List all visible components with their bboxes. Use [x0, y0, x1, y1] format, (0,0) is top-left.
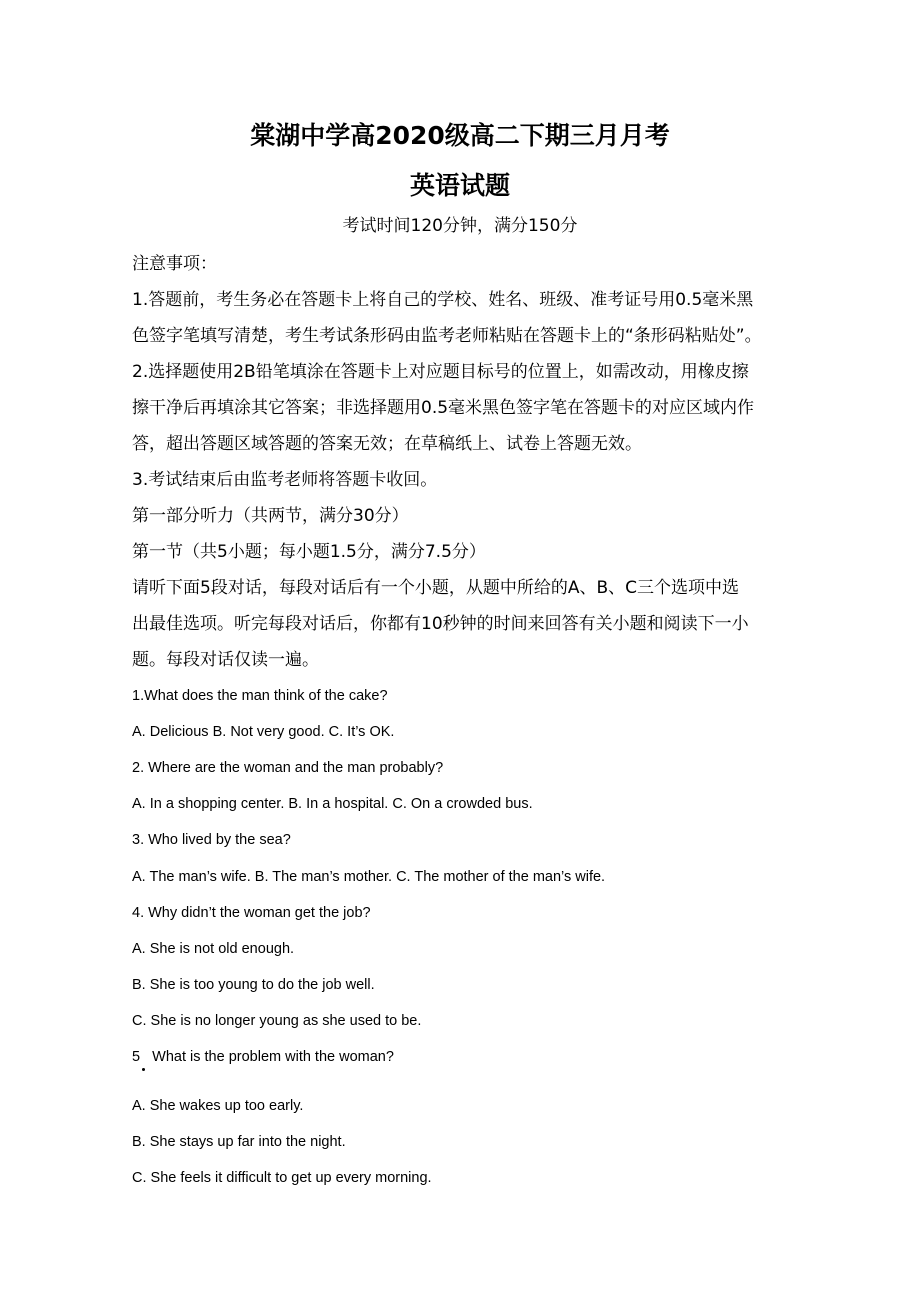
- instructions-line-2: 出最佳选项。听完每段对话后，你都有10秒钟的时间来回答有关小题和阅读下一小: [132, 614, 749, 634]
- exam-subject-title: 英语试题: [409, 171, 510, 200]
- instructions-line-3: 题。每段对话仅读一遍。: [132, 650, 319, 670]
- question-5-option-a: A. She wakes up too early.: [132, 1098, 304, 1114]
- note-item-1-line-2: 色签字笔填写清楚，考生考试条形码由监考老师粘贴在答题卡上的“条形码粘贴处”。: [132, 326, 762, 346]
- section-sub-1: 第一节（共5小题；每小题1.5分，满分7.5分）: [132, 542, 486, 562]
- note-item-2-line-2: 擦干净后再填涂其它答案；非选择题用0.5毫米黑色签字笔在答题卡的对应区域内作: [132, 398, 755, 418]
- question-4-option-b: B. She is too young to do the job well.: [132, 977, 375, 993]
- exam-info: 考试时间120分钟，满分150分: [342, 216, 578, 236]
- note-item-2-line-1: 2.选择题使用2B铅笔填涂在答题卡上对应题目标号的位置上，如需改动，用橡皮擦: [132, 362, 749, 382]
- question-4: 4. Why didn’t the woman get the job?: [132, 905, 371, 921]
- question-5: 5 What is the problem with the woman?: [132, 1049, 394, 1065]
- section-part-1: 第一部分听力（共两节，满分30分）: [132, 506, 409, 526]
- stray-dot: [142, 1068, 145, 1071]
- question-1-options: A. Delicious B. Not very good. C. It’s OK.: [132, 724, 395, 740]
- question-4-option-a: A. She is not old enough.: [132, 941, 295, 957]
- question-1: 1.What does the man think of the cake?: [132, 688, 388, 704]
- instructions-line-1: 请听下面5段对话，每段对话后有一个小题，从题中所给的A、B、C三个选项中选: [132, 578, 739, 598]
- question-3-options: A. The man’s wife. B. The man’s mother. C. The mother of the man’s wife.: [132, 869, 606, 885]
- notes-heading: 注意事项：: [132, 254, 217, 274]
- note-item-3: 3.考试结束后由监考老师将答题卡收回。: [132, 470, 438, 490]
- note-item-2-line-3: 答，超出答题区域答题的答案无效；在草稿纸上、试卷上答题无效。: [132, 434, 642, 454]
- question-5-option-b: B. She stays up far into the night.: [132, 1134, 346, 1150]
- question-3: 3. Who lived by the sea?: [132, 832, 291, 848]
- note-item-1-line-1: 1.答题前，考生务必在答题卡上将自己的学校、姓名、班级、准考证号用0.5毫米黑: [132, 290, 754, 310]
- exam-title: 棠湖中学高2020级高二下期三月月考: [250, 121, 670, 150]
- question-5-option-c: C. She feels it difficult to get up every morning.: [132, 1170, 432, 1186]
- question-4-option-c: C. She is no longer young as she used to be.: [132, 1013, 422, 1029]
- question-2-options: A. In a shopping center. B. In a hospital. C. On a crowded bus.: [132, 796, 533, 812]
- question-2: 2. Where are the woman and the man probably?: [132, 760, 444, 776]
